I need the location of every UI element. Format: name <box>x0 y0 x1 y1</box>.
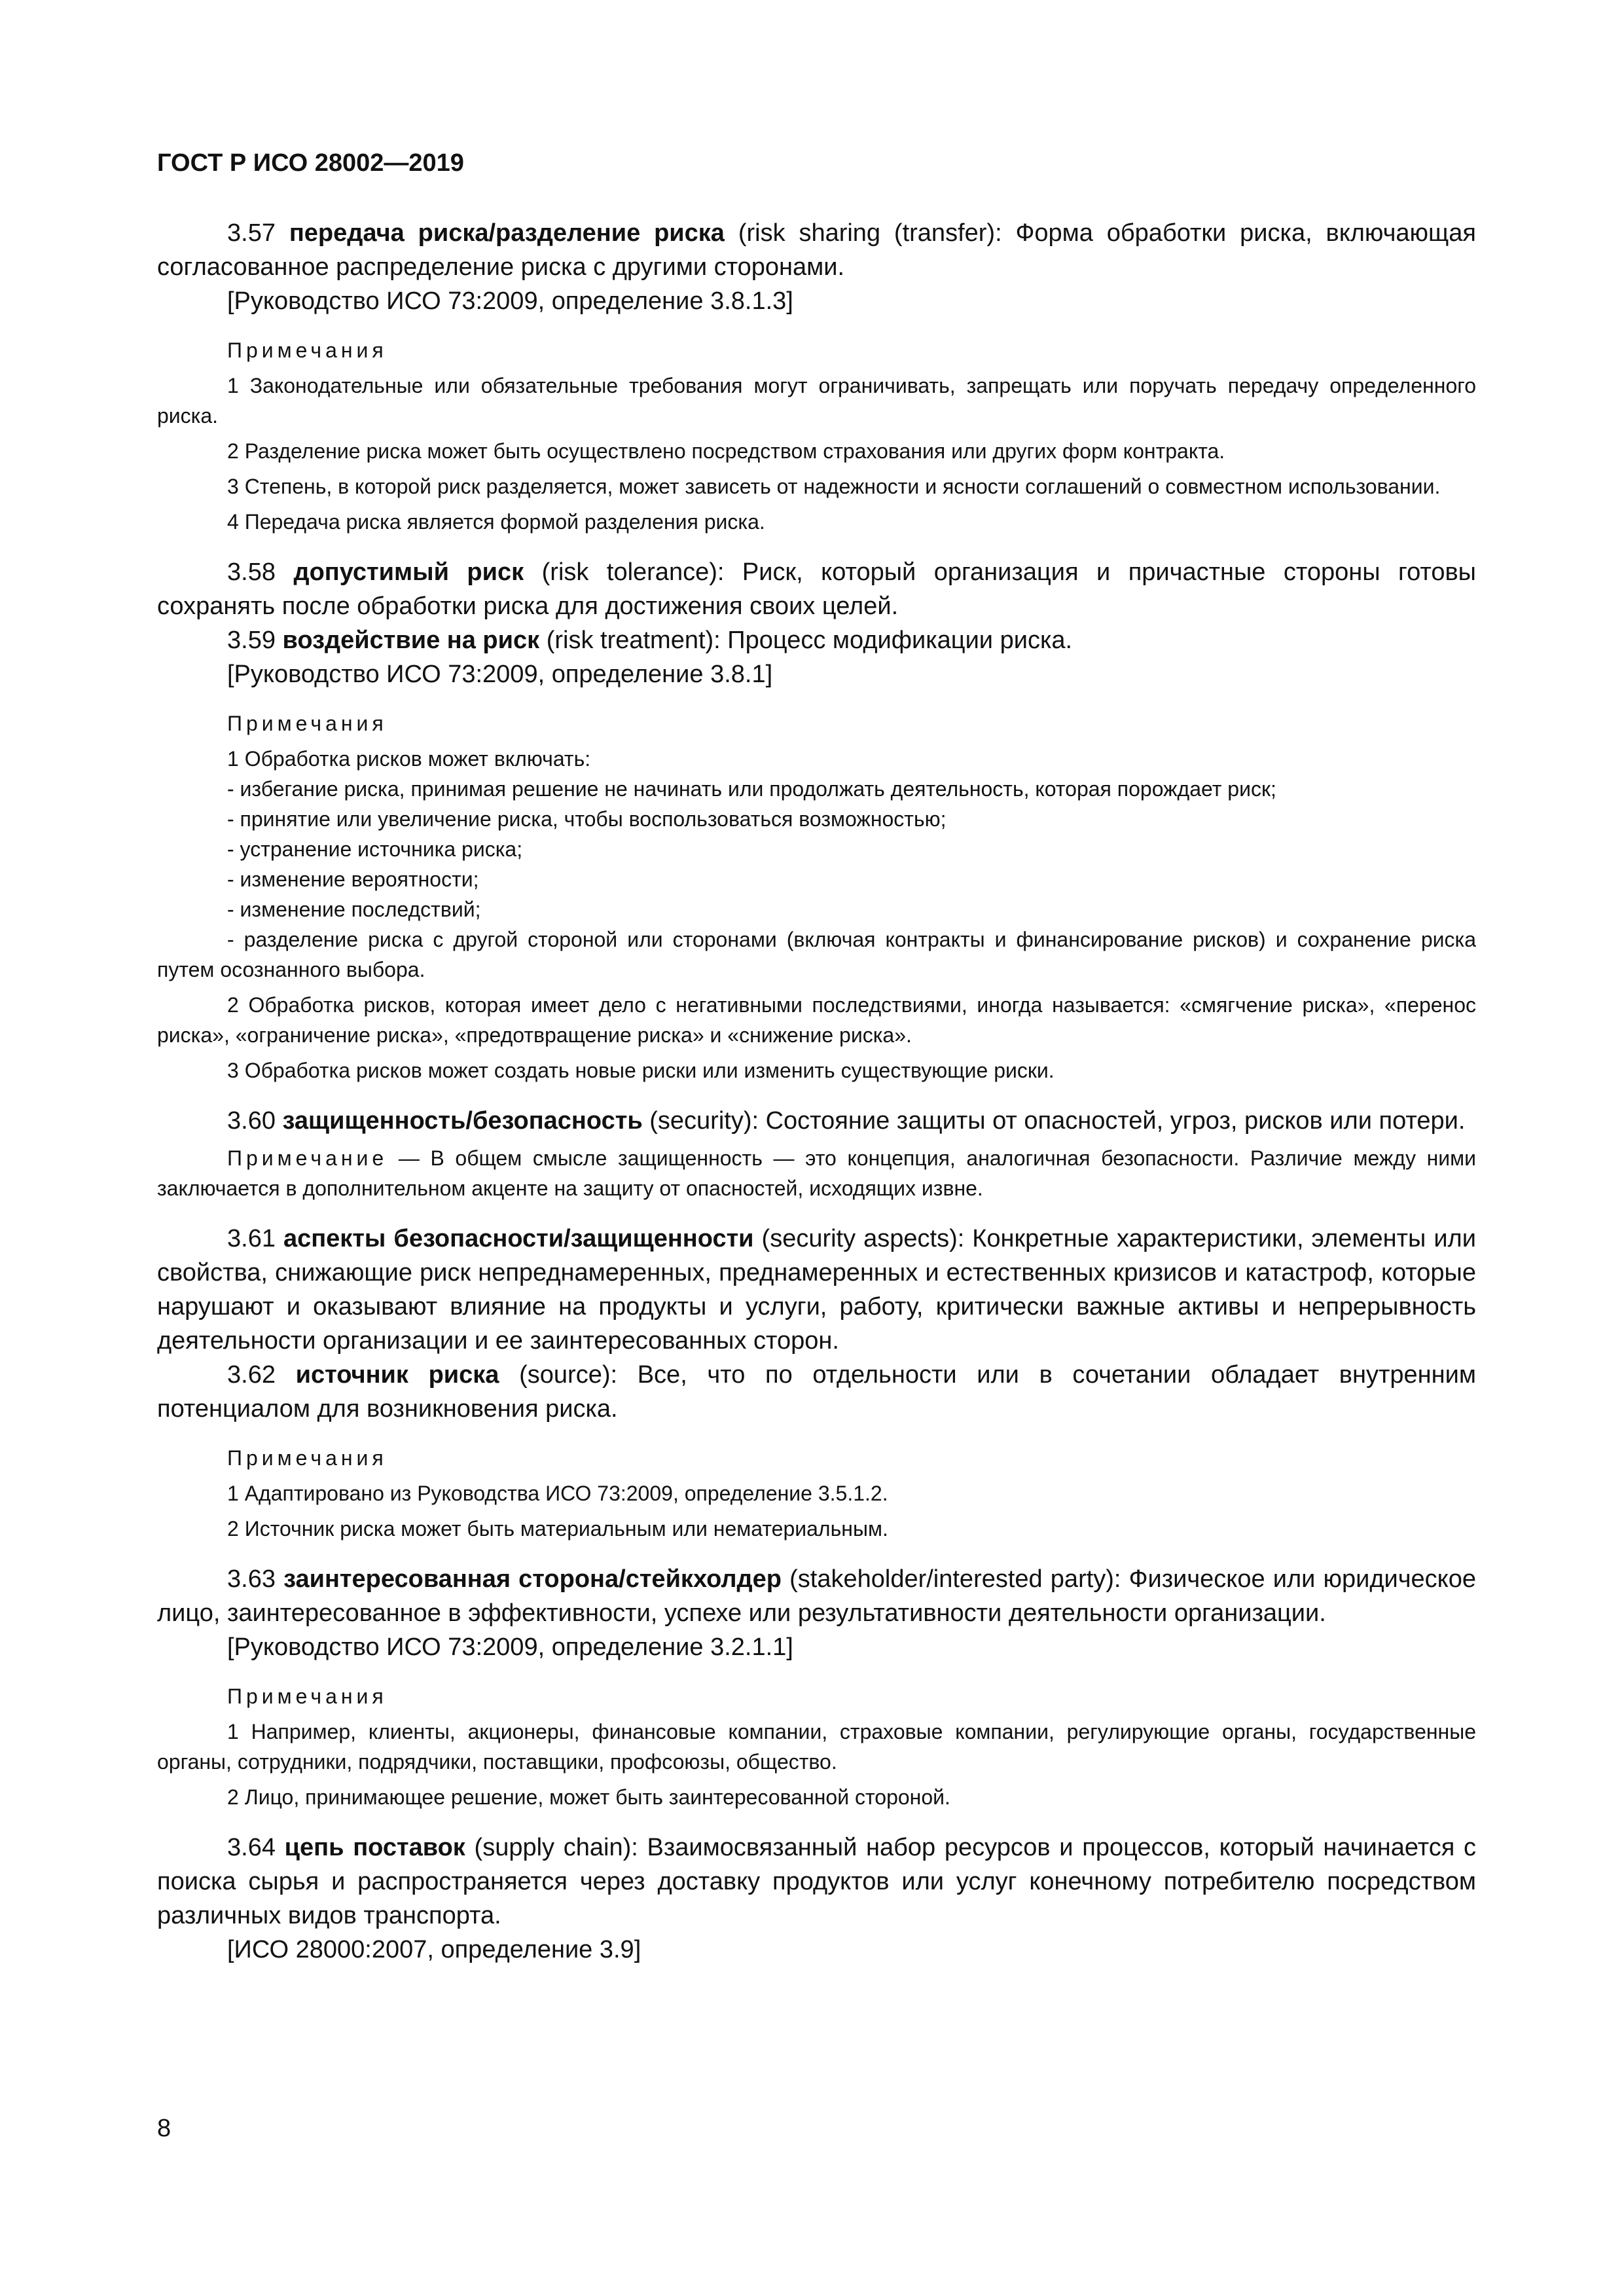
note-item: 3 Степень, в которой риск разделяется, может зависеть от надежности и ясности соглашений о совместном использовании. <box>227 475 1441 498</box>
term-number: 3.60 <box>227 1107 283 1135</box>
term-number: 3.58 <box>227 558 294 586</box>
term-definition: (risk treatment): Процесс модификации риска. <box>539 627 1073 654</box>
term-name: допустимый риск <box>293 558 524 586</box>
term-definition: (security aspects): Конкретные характеристики, элементы или свойства, снижающие риск непреднамеренных, преднамеренных и естественных кризисов и катастроф, которые нарушают и оказывают влияние на продукты и услуги, работу, критически важные активы и непрерывность деятельности организации и ее заинтересованных сторон. <box>157 1225 1476 1355</box>
term-definition: (risk sharing (transfer): Форма обработки риска, включающая согласованное распределение риска с другими сторонами. <box>157 219 1476 281</box>
term-number: 3.62 <box>227 1361 296 1389</box>
single-note <box>157 1143 1476 1203</box>
document-content <box>157 216 1476 1967</box>
term-3-57 <box>157 216 1476 284</box>
term-3-60 <box>157 1104 1476 1138</box>
notes-title: Примечания <box>227 712 388 735</box>
page-number: 8 <box>157 2115 171 2142</box>
term-3-58 <box>157 555 1476 623</box>
term-reference: [Руководство ИСО 73:2009, определение 3.8.1.3] <box>227 287 793 315</box>
note-list-item: - изменение последствий; <box>227 898 481 921</box>
note-item: 1 Адаптировано из Руководства ИСО 73:2009, определение 3.5.1.2. <box>227 1482 888 1505</box>
note-list-item: - устранение источника риска; <box>227 837 523 861</box>
term-number: 3.63 <box>227 1565 284 1593</box>
term-name: цепь поставок <box>284 1834 465 1861</box>
term-name: аспекты безопасности/защищенности <box>283 1225 754 1252</box>
term-number: 3.57 <box>227 219 289 247</box>
note-item: 2 Источник риска может быть материальным или нематериальным. <box>227 1517 888 1540</box>
term-reference: [ИСО 28000:2007, определение 3.9] <box>227 1936 641 1963</box>
note-list-item: - разделение риска с другой стороной или сторонами (включая контракты и финансирование рисков) и сохранение риска путем осознанного выбора. <box>157 928 1476 981</box>
note-item: 2 Лицо, принимающее решение, может быть заинтересованной стороной. <box>227 1785 950 1809</box>
note-label: Примечание <box>227 1146 388 1170</box>
term-definition: (risk tolerance): Риск, который организация и причастные стороны готовы сохранять после обработки риска для достижения своих целей. <box>157 558 1476 620</box>
note-item: 3 Обработка рисков может создать новые риски или изменить существующие риски. <box>227 1059 1055 1082</box>
notes-title: Примечания <box>227 1685 388 1708</box>
term-3-61 <box>157 1222 1476 1358</box>
note-item: 2 Разделение риска может быть осуществлено посредством страхования или других форм контракта. <box>227 439 1225 463</box>
notes-title: Примечания <box>227 1446 388 1470</box>
term-3-59 <box>157 623 1476 657</box>
note-item: 1 Законодательные или обязательные требования могут ограничивать, запрещать или поручать передачу определенного риска. <box>157 374 1476 428</box>
note-item: 1 Обработка рисков может включать: <box>227 747 591 771</box>
term-name: источник риска <box>295 1361 499 1389</box>
term-3-63 <box>157 1562 1476 1630</box>
term-name: заинтересованная сторона/стейкхолдер <box>283 1565 782 1593</box>
notes-title: Примечания <box>227 338 388 362</box>
term-reference: [Руководство ИСО 73:2009, определение 3.8.1] <box>227 661 773 688</box>
note-list-item: - изменение вероятности; <box>227 867 479 891</box>
document-header: ГОСТ Р ИСО 28002—2019 <box>157 149 464 177</box>
term-name: передача риска/разделение риска <box>289 219 725 247</box>
note-item: 4 Передача риска является формой разделения риска. <box>227 510 765 534</box>
term-definition: (security): Состояние защиты от опасностей, угроз, рисков или потери. <box>642 1107 1466 1135</box>
note-item: 2 Обработка рисков, которая имеет дело с негативными последствиями, иногда называется: «смягчение риска», «перенос риска», «ограничение риска», «предотвращение риска» и «снижение риска». <box>157 993 1476 1047</box>
term-definition: (source): Все, что по отдельности или в сочетании обладает внутренним потенциалом для возникновения риска. <box>157 1361 1476 1423</box>
term-name: воздействие на риск <box>282 627 540 654</box>
term-definition: (stakeholder/interested party): Физическое или юридическое лицо, заинтересованное в эффективности, успехе или результативности деятельности организации. <box>157 1565 1476 1627</box>
note-list-item: - принятие или увеличение риска, чтобы воспользоваться возможностью; <box>227 807 947 831</box>
note-item: 1 Например, клиенты, акционеры, финансовые компании, страховые компании, регулирующие органы, государственные органы, сотрудники, подрядчики, поставщики, профсоюзы, общество. <box>157 1720 1476 1774</box>
term-definition: (supply chain): Взаимосвязанный набор ресурсов и процессов, который начинается с поиска сырья и распространяется через доставку продуктов или услуг конечному потребителю посредством различных видов транспорта. <box>157 1834 1476 1929</box>
term-number: 3.64 <box>227 1834 285 1861</box>
term-reference: [Руководство ИСО 73:2009, определение 3.2.1.1] <box>227 1633 793 1661</box>
term-name: защищенность/безопасность <box>282 1107 643 1135</box>
term-3-64 <box>157 1831 1476 1933</box>
note-list-item: - избегание риска, принимая решение не начинать или продолжать деятельность, которая порождает риск; <box>227 777 1276 801</box>
term-3-62 <box>157 1358 1476 1426</box>
document-page <box>157 0 1476 2296</box>
note-text: — В общем смысле защищенность — это концепция, аналогичная безопасности. Различие между ними заключается в дополнительном акценте на защиту от опасностей, исходящих извне. <box>157 1146 1476 1200</box>
term-number: 3.59 <box>227 627 283 654</box>
term-number: 3.61 <box>227 1225 283 1252</box>
